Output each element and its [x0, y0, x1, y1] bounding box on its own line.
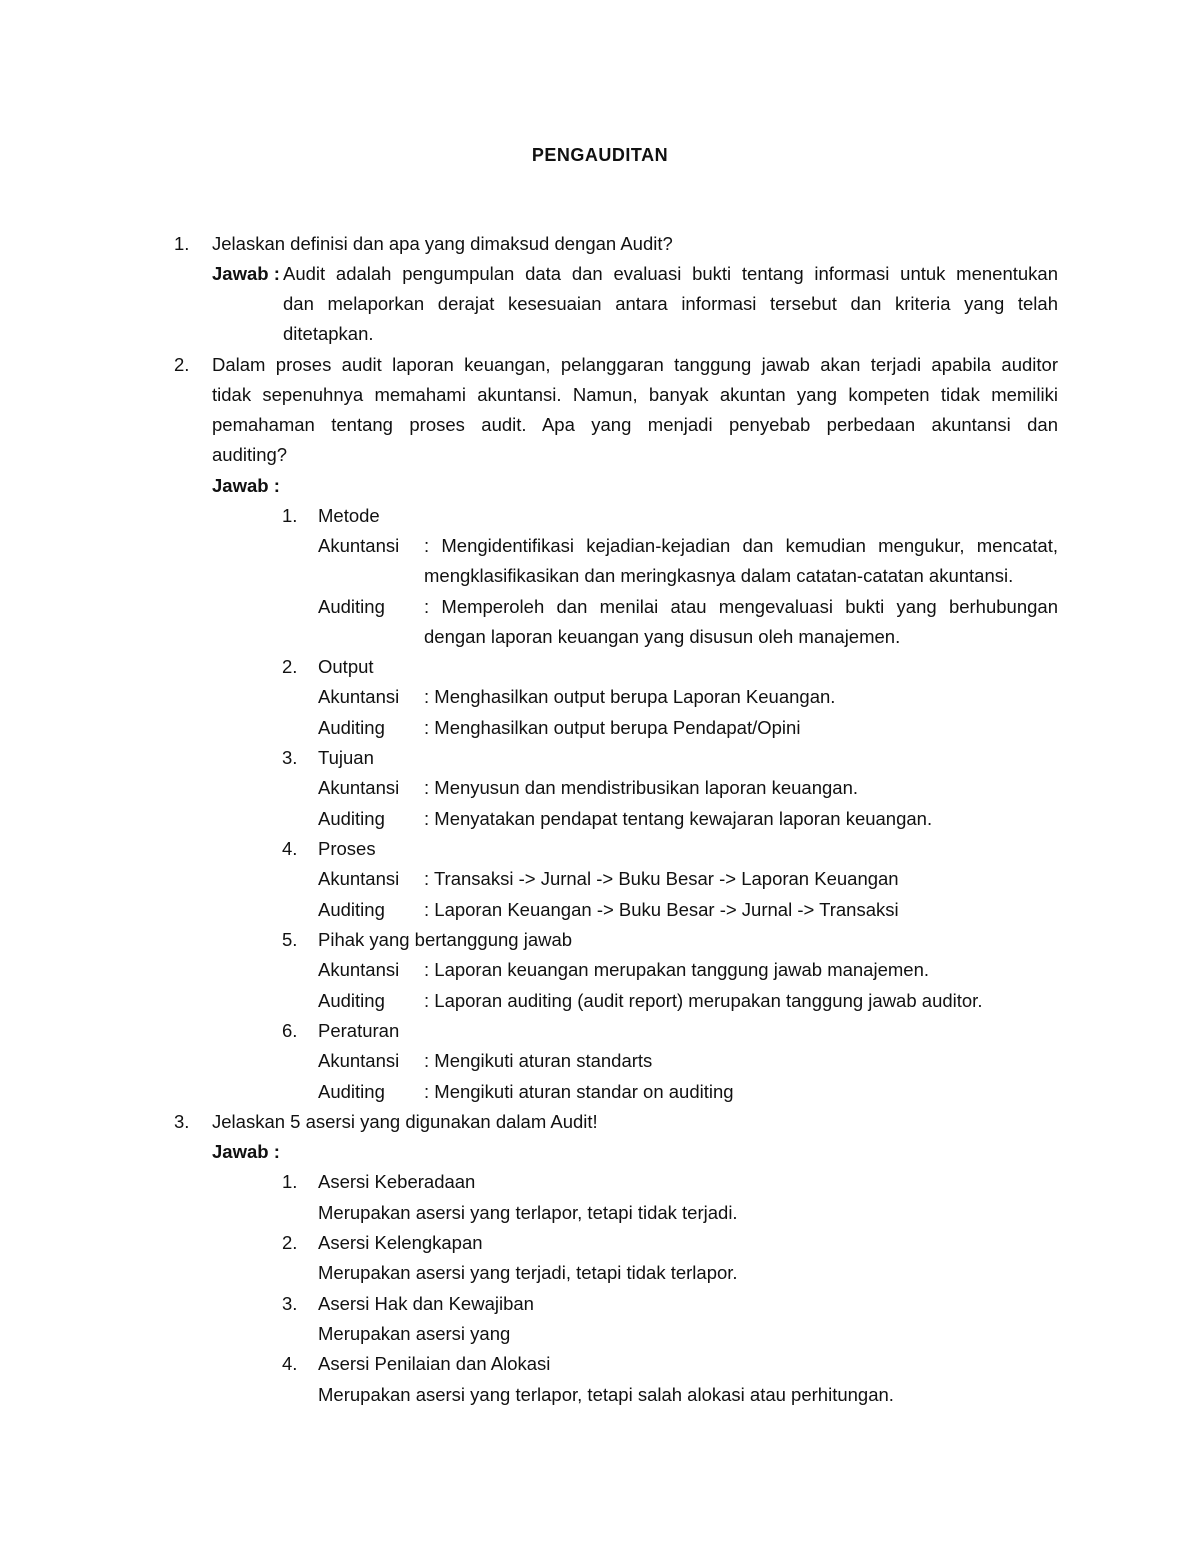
q2-item-number: 6.	[282, 1020, 298, 1041]
q2-answer-label: Jawab :	[212, 475, 280, 496]
q1-answer-line: ditetapkan.	[283, 323, 374, 344]
akuntansi-text: : Transaksi -> Jurnal -> Buku Besar -> Laporan Keuangan	[424, 868, 899, 889]
q3-item-number: 1.	[282, 1171, 298, 1192]
q3-item-heading: Asersi Hak dan Kewajiban	[318, 1293, 534, 1314]
q1-answer-line: Audit adalah pengumpulan data dan evaluasi bukti tentang informasi untuk menentukan	[283, 263, 1058, 284]
auditing-label: Auditing	[318, 596, 385, 617]
akuntansi-label: Akuntansi	[318, 1050, 400, 1071]
q3-item-number: 2.	[282, 1232, 298, 1253]
q2-item-number: 2.	[282, 656, 298, 677]
page-title: PENGAUDITAN	[531, 145, 669, 165]
q3-question: Jelaskan 5 asersi yang digunakan dalam Audit!	[212, 1111, 598, 1132]
auditing-label: Auditing	[318, 1081, 385, 1102]
q3-item-number: 4.	[282, 1353, 298, 1374]
q2-item-heading: Metode	[318, 505, 380, 526]
q3-item-desc: Merupakan asersi yang terlapor, tetapi tidak terjadi.	[318, 1202, 738, 1223]
q2-number: 2.	[174, 354, 190, 375]
q3-item-heading: Asersi Kelengkapan	[318, 1232, 483, 1253]
auditing-label: Auditing	[318, 990, 385, 1011]
auditing-label: Auditing	[318, 808, 385, 829]
q3-item-desc: Merupakan asersi yang terlapor, tetapi salah alokasi atau perhitungan.	[318, 1384, 894, 1405]
auditing-text: : Laporan Keuangan -> Buku Besar -> Jurnal -> Transaksi	[424, 899, 899, 920]
auditing-text: : Mengikuti aturan standar on auditing	[424, 1081, 734, 1102]
q1-question: Jelaskan definisi dan apa yang dimaksud dengan Audit?	[212, 233, 673, 254]
akuntansi-text: : Mengidentifikasi kejadian-kejadian dan kemudian mengukur, mencatat,	[424, 535, 1058, 556]
q2-question-line: auditing?	[212, 444, 288, 465]
auditing-text: : Menghasilkan output berupa Pendapat/Opini	[424, 717, 801, 738]
q2-question-line: tidak sepenuhnya memahami akuntansi. Namun, banyak akuntan yang kompeten tidak memiliki	[212, 384, 1058, 405]
q2-question-line: pemahaman tentang proses audit. Apa yang menjadi penyebab perbedaan akuntansi dan	[212, 414, 1058, 435]
akuntansi-label: Akuntansi	[318, 686, 400, 707]
q2-item-number: 4.	[282, 838, 298, 859]
akuntansi-text: : Mengikuti aturan standarts	[424, 1050, 653, 1071]
akuntansi-text: : Laporan keuangan merupakan tanggung jawab manajemen.	[424, 959, 930, 980]
q3-item-desc: Merupakan asersi yang	[318, 1323, 511, 1344]
q3-item-heading: Asersi Penilaian dan Alokasi	[318, 1353, 551, 1374]
q2-item-heading: Tujuan	[318, 747, 374, 768]
q3-number: 3.	[174, 1111, 190, 1132]
q3-answer-label: Jawab :	[212, 1141, 280, 1162]
auditing-text: : Memperoleh dan menilai atau mengevaluasi bukti yang berhubungan	[424, 596, 1058, 617]
q1-answer-line: dan melaporkan derajat kesesuaian antara informasi tersebut dan kriteria yang telah	[283, 293, 1058, 314]
q2-item-heading: Peraturan	[318, 1020, 400, 1041]
q2-item-heading: Output	[318, 656, 374, 677]
q2-item-number: 3.	[282, 747, 298, 768]
q2-question-line: Dalam proses audit laporan keuangan, pelanggaran tanggung jawab akan terjadi apabila auditor	[212, 354, 1058, 375]
q3-item-desc: Merupakan asersi yang terjadi, tetapi tidak terlapor.	[318, 1262, 738, 1283]
auditing-label: Auditing	[318, 717, 385, 738]
q1-answer-label: Jawab :	[212, 263, 280, 284]
q2-item-heading: Proses	[318, 838, 376, 859]
q2-item-number: 1.	[282, 505, 298, 526]
q1-number: 1.	[174, 233, 190, 254]
akuntansi-label: Akuntansi	[318, 959, 400, 980]
akuntansi-label: Akuntansi	[318, 777, 400, 798]
auditing-text: : Menyatakan pendapat tentang kewajaran laporan keuangan.	[424, 808, 933, 829]
q3-item-heading: Asersi Keberadaan	[318, 1171, 476, 1192]
akuntansi-text: : Menghasilkan output berupa Laporan Keuangan.	[424, 686, 836, 707]
akuntansi-label: Akuntansi	[318, 535, 400, 556]
akuntansi-label: Akuntansi	[318, 868, 400, 889]
akuntansi-text: : Menyusun dan mendistribusikan laporan keuangan.	[424, 777, 859, 798]
auditing-text: dengan laporan keuangan yang disusun oleh manajemen.	[424, 626, 901, 647]
q2-item-heading: Pihak yang bertanggung jawab	[318, 929, 573, 950]
auditing-label: Auditing	[318, 899, 385, 920]
akuntansi-text: mengklasifikasikan dan meringkasnya dalam catatan-catatan akuntansi.	[424, 565, 1014, 586]
auditing-text: : Laporan auditing (audit report) merupakan tanggung jawab auditor.	[424, 990, 983, 1011]
q3-item-number: 3.	[282, 1293, 298, 1314]
q2-item-number: 5.	[282, 929, 298, 950]
